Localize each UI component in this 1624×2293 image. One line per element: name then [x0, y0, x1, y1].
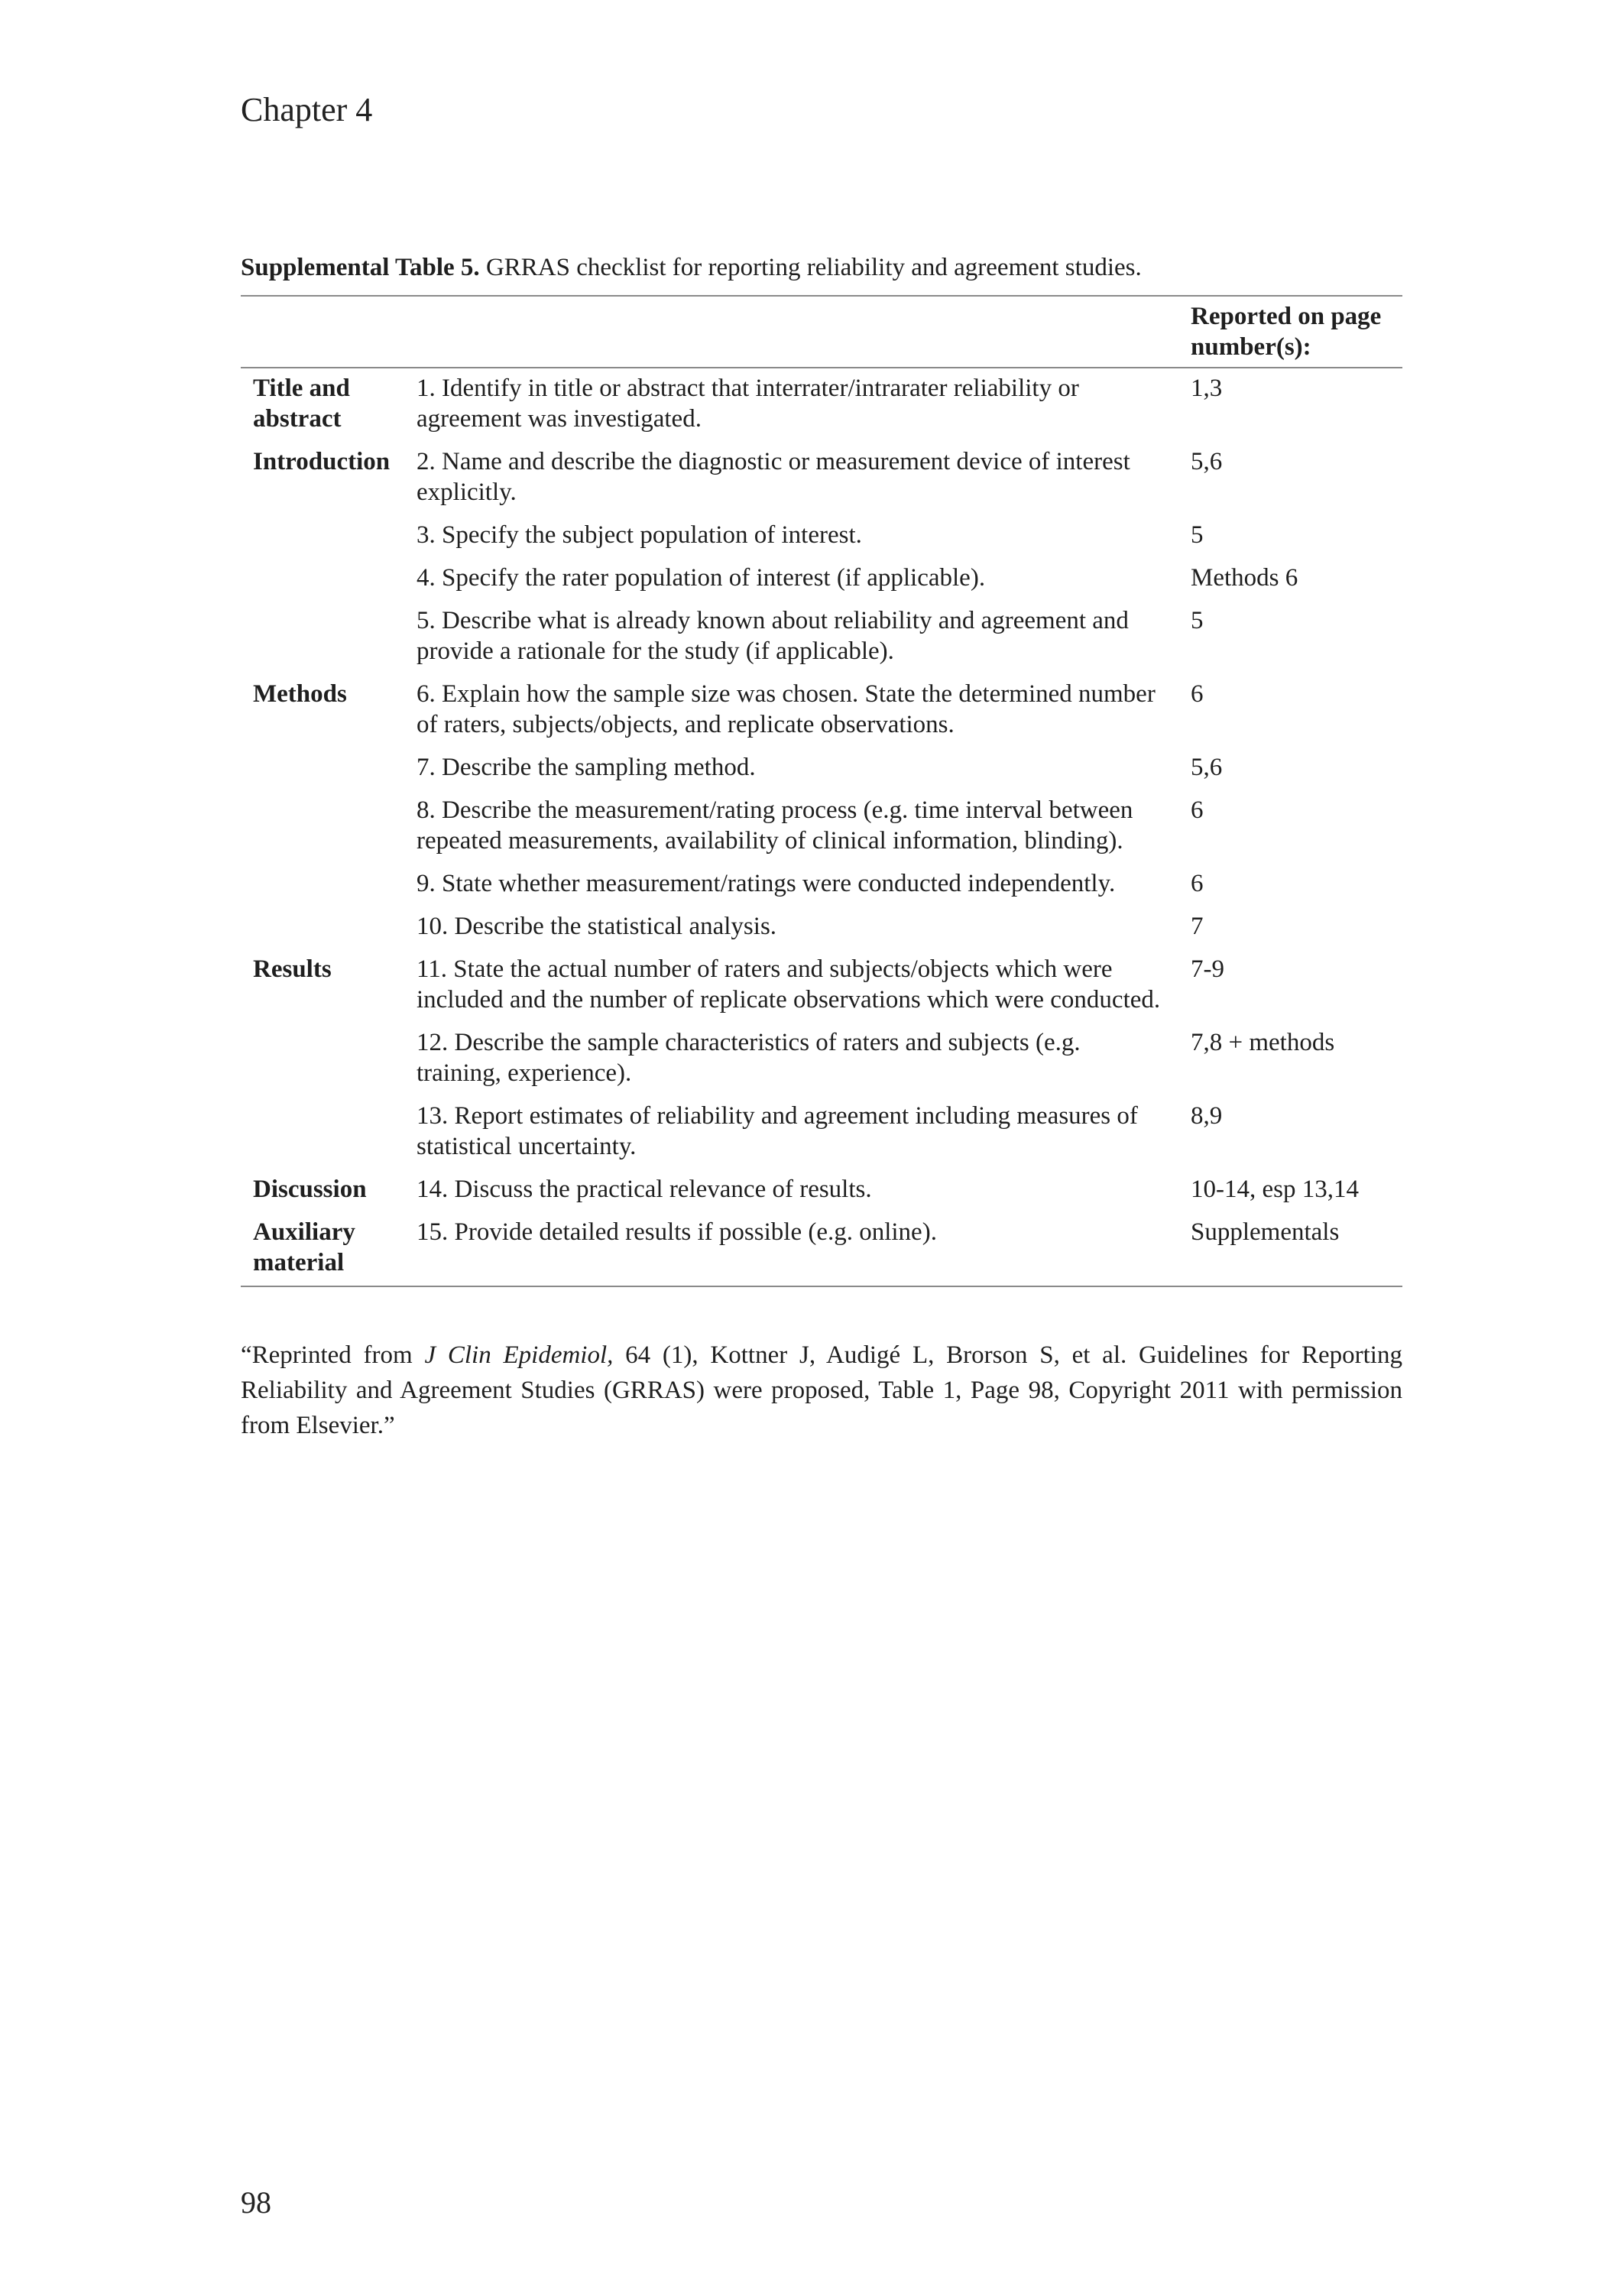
- table-row: [241, 906, 1402, 949]
- table-row: [241, 949, 1402, 1023]
- section-cell: [241, 1023, 415, 1096]
- table-row: [241, 1023, 1402, 1096]
- section-cell: [241, 1096, 415, 1169]
- item-cell: 12. Describe the sample characteristics of raters and subjects (e.g. training, experience).: [417, 1029, 1081, 1087]
- item-cell: 6. Explain how the sample size was chosen. State the determined number of raters, subjects/objects, and replicate observations.: [417, 680, 1156, 738]
- page-cell: 7: [1191, 913, 1204, 940]
- header-item: [415, 296, 1183, 368]
- section-cell: Introduction: [253, 448, 391, 475]
- running-head: Chapter 4: [241, 91, 373, 128]
- page-cell: Methods 6: [1191, 564, 1298, 592]
- page-cell: Supplementals: [1191, 1218, 1340, 1246]
- table-row: [241, 601, 1402, 674]
- table-row: [241, 442, 1402, 515]
- section-cell: Methods: [253, 680, 347, 708]
- page-cell: 5: [1191, 521, 1204, 549]
- table-row: [241, 1169, 1402, 1212]
- caption-label: Supplemental Table 5.: [241, 254, 480, 281]
- header-section: [241, 296, 415, 368]
- grras-checklist-table: [241, 295, 1402, 1287]
- section-cell: Results: [253, 955, 332, 983]
- section-cell: Discussion: [253, 1176, 367, 1203]
- caption-text: GRRAS checklist for reporting reliability and agreement studies.: [479, 254, 1142, 281]
- table-header-row: [241, 296, 1402, 368]
- table-row: [241, 864, 1402, 906]
- page-cell: 7,8 + methods: [1191, 1029, 1335, 1056]
- table-row: [241, 1212, 1402, 1286]
- item-cell: 1. Identify in title or abstract that interrater/intrarater reliability or agreement was investigated.: [417, 375, 1079, 433]
- page-cell: 7-9: [1191, 955, 1224, 983]
- item-cell: 10. Describe the statistical analysis.: [417, 913, 777, 940]
- item-cell: 15. Provide detailed results if possible (e.g. online).: [417, 1218, 937, 1246]
- section-cell: [241, 906, 415, 949]
- item-cell: 9. State whether measurement/ratings were conducted independently.: [417, 870, 1116, 897]
- note-journal: J Clin Epidemiol,: [424, 1341, 614, 1369]
- item-cell: 8. Describe the measurement/rating process (e.g. time interval between repeated measurements, availability of clinical information, blinding).: [417, 796, 1133, 855]
- table-row: [241, 748, 1402, 790]
- page-cell: 6: [1191, 796, 1204, 824]
- page-number: 98: [241, 2185, 271, 2220]
- section-cell: Auxiliary material: [253, 1218, 355, 1276]
- section-cell: [241, 558, 415, 601]
- section-cell: [241, 515, 415, 558]
- section-cell: [241, 864, 415, 906]
- item-cell: 4. Specify the rater population of interest (if applicable).: [417, 564, 986, 592]
- table-row: [241, 558, 1402, 601]
- page-cell: 10-14, esp 13,14: [1191, 1176, 1359, 1203]
- section-cell: [241, 601, 415, 674]
- table-body: [241, 368, 1402, 1286]
- item-cell: 14. Discuss the practical relevance of results.: [417, 1176, 872, 1203]
- item-cell: 11. State the actual number of raters and subjects/objects which were included and the number of replicate observations which were conducted.: [417, 955, 1161, 1014]
- section-cell: Title and abstract: [253, 375, 350, 433]
- table-row: [241, 674, 1402, 748]
- section-cell: [241, 790, 415, 864]
- page-cell: 5,6: [1191, 754, 1223, 781]
- page-cell: 8,9: [1191, 1102, 1223, 1130]
- table-row: [241, 368, 1402, 442]
- item-cell: 3. Specify the subject population of interest.: [417, 521, 862, 549]
- item-cell: 7. Describe the sampling method.: [417, 754, 756, 781]
- section-cell: [241, 748, 415, 790]
- item-cell: 13. Report estimates of reliability and agreement including measures of statistical uncertainty.: [417, 1102, 1138, 1160]
- item-cell: 5. Describe what is already known about reliability and agreement and provide a rationale for the study (if applicable).: [417, 607, 1129, 665]
- table-row: [241, 790, 1402, 864]
- note-post: 64 (1), Kottner J, Audigé L, Brorson S, et al. Guidelines for Reporting Reliability and Agreement Studies (GRRAS) were proposed, Table 1, Page 98, Copyright 2011 with permission from Elsevier.”: [241, 1341, 1402, 1439]
- header-page: Reported on page number(s):: [1191, 303, 1382, 361]
- table-row: [241, 515, 1402, 558]
- page-cell: 1,3: [1191, 375, 1223, 402]
- page-cell: 5,6: [1191, 448, 1223, 475]
- page-cell: 6: [1191, 680, 1204, 708]
- grras-table-container: [241, 295, 1402, 1287]
- page-cell: 5: [1191, 607, 1204, 634]
- page-cell: 6: [1191, 870, 1204, 897]
- table-row: [241, 1096, 1402, 1169]
- table-caption: [241, 252, 1402, 283]
- note-pre: “Reprinted from: [241, 1341, 425, 1369]
- reprint-note: [241, 1338, 1402, 1443]
- item-cell: 2. Name and describe the diagnostic or measurement device of interest explicitly.: [417, 448, 1130, 506]
